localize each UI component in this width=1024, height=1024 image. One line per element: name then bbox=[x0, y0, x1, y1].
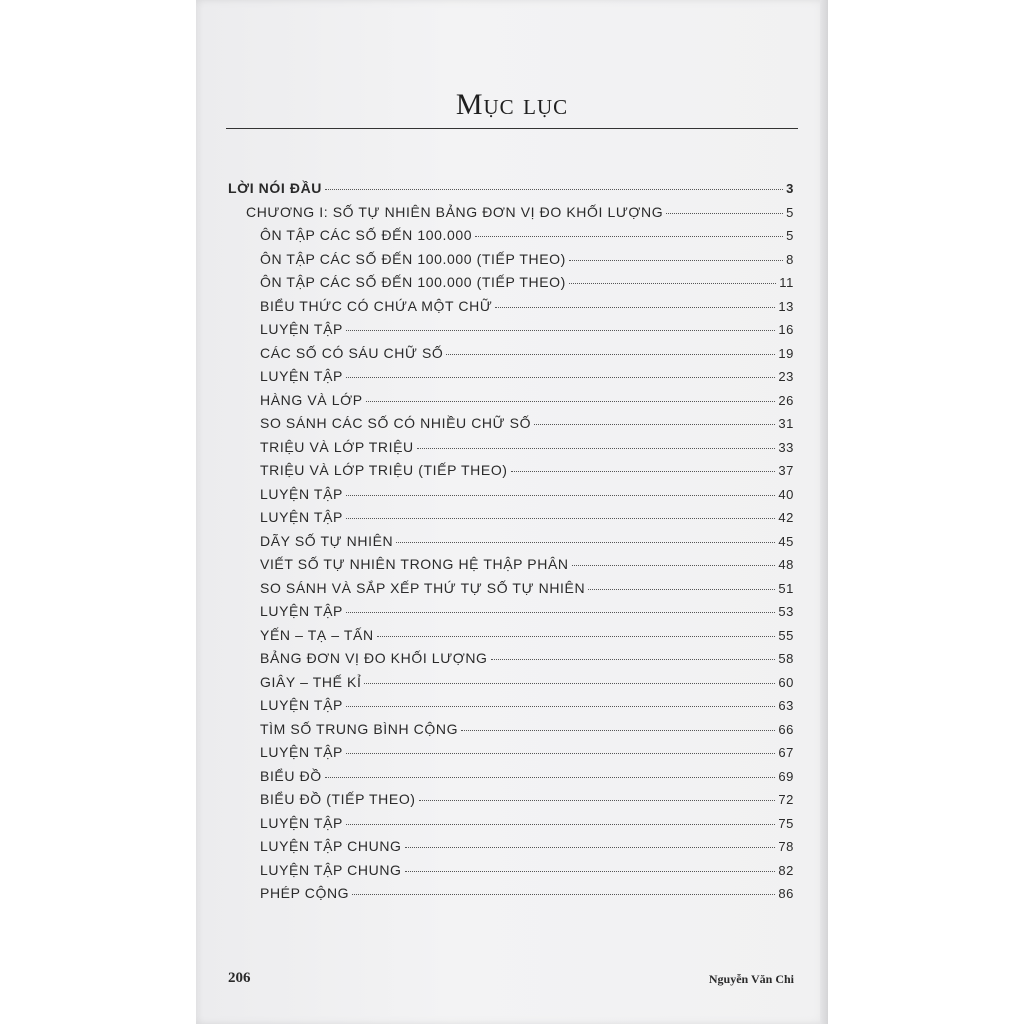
toc-dot-leader bbox=[419, 800, 776, 801]
toc-entry-page: 67 bbox=[778, 745, 794, 760]
toc-entry bbox=[246, 204, 794, 226]
toc-entry-page: 69 bbox=[778, 768, 794, 784]
toc-dot-leader bbox=[569, 283, 776, 284]
toc-entry-title: BIỂU ĐỒ bbox=[260, 767, 322, 784]
toc-entry bbox=[260, 415, 794, 437]
toc-entry-title: BIỂU THỨC CÓ CHỨA MỘT CHỮ bbox=[260, 297, 493, 314]
page-edge bbox=[820, 0, 828, 1024]
toc-dot-leader bbox=[377, 636, 776, 637]
toc-entry-page: 13 bbox=[778, 298, 794, 314]
toc-entry-page: 16 bbox=[778, 322, 794, 337]
toc-entry-title: TRIỆU VÀ LỚP TRIỆU bbox=[260, 438, 414, 455]
toc-entry-page: 31 bbox=[778, 416, 794, 431]
toc-dot-leader bbox=[346, 330, 775, 331]
toc-entry bbox=[260, 885, 794, 907]
toc-entry-title: LUYỆN TẬP bbox=[260, 697, 343, 713]
toc-dot-leader bbox=[572, 565, 776, 566]
toc-entry-page: 33 bbox=[778, 439, 794, 455]
toc-entry-page: 5 bbox=[786, 204, 794, 220]
toc-dot-leader bbox=[534, 424, 775, 425]
toc-entry bbox=[260, 603, 794, 625]
toc-dot-leader bbox=[491, 659, 776, 660]
toc-entry-page: 78 bbox=[778, 839, 794, 854]
toc-entry-page: 58 bbox=[778, 651, 794, 666]
toc-entry bbox=[260, 345, 794, 367]
toc-entry-page: 3 bbox=[786, 181, 794, 196]
toc-dot-leader bbox=[475, 236, 783, 237]
toc-entry-page: 60 bbox=[778, 674, 794, 690]
toc-dot-leader bbox=[346, 495, 775, 496]
toc-entry bbox=[260, 509, 794, 531]
page-title: Mục lục bbox=[455, 88, 569, 121]
toc-entry bbox=[260, 368, 794, 390]
toc-entry-title: LUYỆN TẬP bbox=[260, 509, 343, 525]
toc-entry-title: ÔN TẬP CÁC SỐ ĐẾN 100.000 bbox=[260, 227, 473, 243]
toc-entry-title: SO SÁNH CÁC SỐ CÓ NHIỀU CHỮ SỐ bbox=[260, 415, 532, 431]
toc-entry bbox=[260, 462, 794, 484]
toc-entry-title: LUYỆN TẬP bbox=[260, 744, 343, 760]
toc-entry-page: 66 bbox=[778, 721, 794, 737]
toc-dot-leader bbox=[666, 213, 783, 214]
toc-entry-page: 48 bbox=[778, 557, 794, 572]
toc-dot-leader bbox=[417, 448, 776, 449]
toc-entry bbox=[260, 744, 794, 766]
toc-dot-leader bbox=[495, 307, 775, 308]
toc-entry-title: LUYỆN TẬP CHUNG bbox=[260, 838, 402, 854]
toc-entry-title: DÃY SỐ TỰ NHIÊN bbox=[260, 532, 394, 549]
toc-dot-leader bbox=[346, 612, 775, 613]
toc-entry-title: SO SÁNH VÀ SẮP XẾP THỨ TỰ SỐ TỰ NHIÊN bbox=[260, 579, 586, 596]
toc-dot-leader bbox=[366, 401, 776, 402]
toc-entry bbox=[260, 768, 794, 790]
toc-entry-page: 45 bbox=[778, 533, 794, 549]
toc-dot-leader bbox=[405, 871, 776, 872]
toc-entry-page: 40 bbox=[778, 486, 794, 502]
page-number: 206 bbox=[228, 970, 251, 986]
toc-entry-title: PHÉP CỘNG bbox=[260, 885, 350, 901]
toc-dot-leader bbox=[511, 471, 776, 472]
toc-entry-title: LUYỆN TẬP bbox=[260, 321, 343, 337]
toc-entry-title: ÔN TẬP CÁC SỐ ĐẾN 100.000 (TIẾP THEO) bbox=[260, 274, 566, 290]
toc-dot-leader bbox=[569, 260, 783, 261]
toc-entry-title: LUYỆN TẬP bbox=[260, 814, 343, 831]
toc-entry-page: 86 bbox=[778, 886, 794, 901]
toc-entry-page: 8 bbox=[786, 251, 794, 267]
author-name: Nguyễn Văn Chi bbox=[708, 972, 794, 986]
toc-entry-title: CHƯƠNG I: SỐ TỰ NHIÊN BẢNG ĐƠN VỊ ĐO KHỐI LƯỢNG bbox=[246, 203, 664, 220]
toc-entry bbox=[260, 251, 794, 273]
toc-entry-page: 42 bbox=[778, 510, 794, 525]
toc-entry-title: LUYỆN TẬP bbox=[260, 485, 343, 502]
toc-entry-title: GIÂY – THẾ KỈ bbox=[260, 673, 362, 690]
toc-dot-leader bbox=[325, 777, 776, 778]
toc-entry bbox=[260, 274, 794, 296]
toc-entry-page: 11 bbox=[779, 275, 794, 290]
toc-dot-leader bbox=[396, 542, 775, 543]
title-rule bbox=[226, 128, 798, 129]
toc-dot-leader bbox=[405, 847, 776, 848]
toc-entry-title: LUYỆN TẬP bbox=[260, 368, 343, 384]
toc-entry-page: 82 bbox=[778, 862, 794, 878]
toc-entry-page: 5 bbox=[786, 228, 794, 243]
toc-entry-title: CÁC SỐ CÓ SÁU CHỮ SỐ bbox=[260, 344, 444, 361]
toc-entry-title: HÀNG VÀ LỚP bbox=[260, 391, 363, 408]
toc-entry bbox=[260, 791, 794, 813]
toc-entry-title: BẢNG ĐƠN VỊ ĐO KHỐI LƯỢNG bbox=[260, 650, 488, 666]
toc-entry-title: TÌM SỐ TRUNG BÌNH CỘNG bbox=[260, 720, 459, 737]
toc-entry-title: YẾN – TẠ – TẤN bbox=[260, 626, 374, 643]
toc-entry bbox=[260, 556, 794, 578]
toc-dot-leader bbox=[461, 730, 775, 731]
toc-entry bbox=[260, 815, 794, 837]
toc-dot-leader bbox=[588, 589, 775, 590]
toc-dot-leader bbox=[346, 706, 775, 707]
toc-entry-title: VIẾT SỐ TỰ NHIÊN TRONG HỆ THẬP PHÂN bbox=[260, 556, 569, 572]
toc-entry bbox=[260, 227, 794, 249]
toc-entry-page: 37 bbox=[778, 463, 794, 478]
toc-dot-leader bbox=[346, 377, 775, 378]
toc-entry-title: LỜI NÓI ĐẦU bbox=[228, 180, 322, 196]
toc-entry bbox=[260, 627, 794, 649]
toc-entry bbox=[260, 439, 794, 461]
toc-entry-page: 23 bbox=[778, 369, 794, 384]
toc-entry-title: TRIỆU VÀ LỚP TRIỆU (TIẾP THEO) bbox=[260, 462, 508, 478]
toc-entry bbox=[260, 298, 794, 320]
toc-entry bbox=[260, 392, 794, 414]
toc-entry-page: 51 bbox=[778, 580, 794, 596]
toc-dot-leader bbox=[364, 683, 775, 684]
toc-dot-leader bbox=[352, 894, 775, 895]
toc-entry bbox=[228, 180, 794, 202]
toc-entry-page: 19 bbox=[778, 345, 794, 361]
toc-entry bbox=[260, 838, 794, 860]
toc-entry bbox=[260, 650, 794, 672]
toc-entry-page: 75 bbox=[778, 815, 794, 831]
toc-entry-page: 53 bbox=[778, 604, 794, 619]
toc-entry-title: ÔN TẬP CÁC SỐ ĐẾN 100.000 (TIẾP THEO) bbox=[260, 250, 566, 267]
toc-entry-page: 72 bbox=[778, 792, 794, 807]
toc-entry bbox=[260, 721, 794, 743]
toc-dot-leader bbox=[346, 518, 775, 519]
toc-dot-leader bbox=[446, 354, 775, 355]
toc-entry bbox=[260, 533, 794, 555]
toc-entry bbox=[260, 321, 794, 343]
toc-entry bbox=[260, 486, 794, 508]
toc-dot-leader bbox=[346, 753, 775, 754]
toc-dot-leader bbox=[346, 824, 775, 825]
toc-entry bbox=[260, 862, 794, 884]
toc-entry-title: LUYỆN TẬP CHUNG bbox=[260, 861, 402, 878]
toc-entry bbox=[260, 580, 794, 602]
toc-entry-page: 55 bbox=[778, 627, 794, 643]
toc-entry-title: LUYỆN TẬP bbox=[260, 603, 343, 619]
toc-entry-title: BIỂU ĐỒ (TIẾP THEO) bbox=[260, 791, 416, 807]
toc-entry bbox=[260, 674, 794, 696]
toc-entry bbox=[260, 697, 794, 719]
toc-dot-leader bbox=[325, 189, 783, 190]
toc-entry-page: 26 bbox=[778, 392, 794, 408]
toc-entry-page: 63 bbox=[778, 698, 794, 713]
